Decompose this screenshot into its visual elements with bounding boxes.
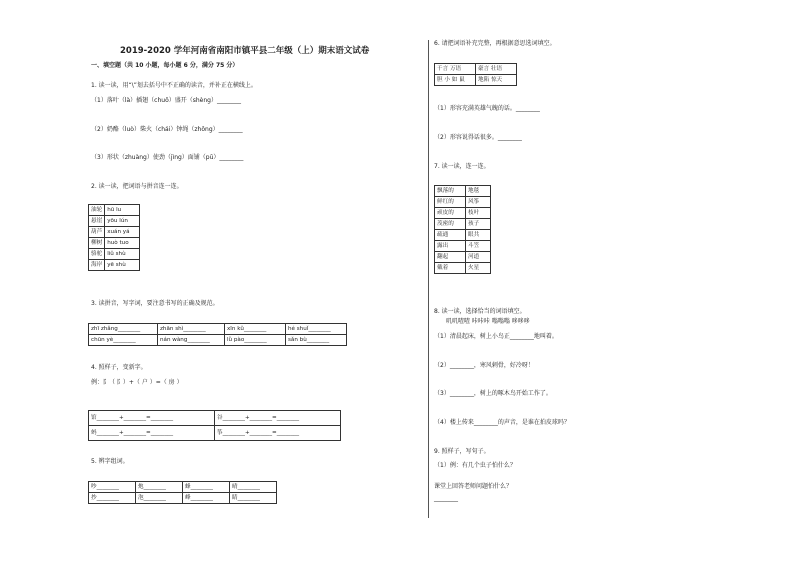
q8-line-4: （4）楼上传来________的声音，是谁在拍皮球吗？ (434, 419, 570, 426)
table-row (89, 493, 277, 504)
q6-line-2: （2）形容说得话很多。________ (434, 134, 522, 141)
pinyin-cell: hé shuǐ________ (286, 324, 347, 335)
pinyin-cell: xuán yá (105, 227, 140, 238)
char-cell: 炮________ (136, 482, 183, 493)
q1-stem: 1. 读一读，用“\”划去括号中不正确的读音，并补正在横线上。 (91, 82, 257, 89)
word-cell: 火星 (466, 263, 491, 274)
q4-stem: 4. 照样子，变新字。 (91, 364, 147, 371)
char-cell: 蜂________ (183, 482, 230, 493)
pinyin-cell: liǔ shù (105, 249, 140, 260)
char-cell: 晴________ (230, 482, 277, 493)
q1-line-1: （1）落叶（là）插翅（chuō）盛开（shèng）________ (91, 97, 241, 104)
pinyin-cell: sǎn bù________ (286, 335, 347, 346)
q2-stem: 2. 读一读，把词语与拼音连一连。 (91, 183, 183, 190)
word-cell: 地毯 (466, 186, 491, 197)
table-row (435, 263, 491, 274)
word-cell: 海岸 (89, 260, 105, 271)
pinyin-cell: nán wàng________ (158, 335, 225, 346)
char-cell: 睛________ (230, 493, 277, 504)
word-cell: 河道 (466, 252, 491, 263)
q9-line-1: （1）例：有几个虫子怕什么？ (434, 462, 516, 469)
word-cell: 戴着 (435, 263, 466, 274)
q8-line-3: （3）________，树上的啄木鸟开始工作了。 (434, 390, 552, 397)
char-cell: 吵________ (89, 482, 136, 493)
table-row (435, 186, 491, 197)
table-row (435, 208, 491, 219)
q6-line-1: （1）形容充满英雄气魄的话。________ (434, 105, 540, 112)
table-row (435, 64, 517, 75)
idiom-cell: 胆 小 如 鼠 (435, 75, 476, 86)
word-cell: 葫芦 (89, 227, 105, 238)
q7-table (434, 185, 491, 274)
q7-stem: 7. 读一读，连一连。 (434, 163, 490, 170)
q3-stem: 3. 读拼音，写字词，要注意书写的正确及规范。 (91, 300, 219, 307)
table-row (89, 249, 140, 260)
table-row (89, 482, 277, 493)
char-cell: 筝________+________=________ (215, 426, 341, 441)
pinyin-cell: yōu lún (105, 216, 140, 227)
table-row (435, 219, 491, 230)
table-row (89, 205, 140, 216)
table-row (89, 335, 347, 346)
table-row (89, 227, 140, 238)
table-row (89, 411, 341, 426)
q1-line-3: （3）形状（zhuàng）使劲（jìng）面铺（pū）________ (91, 154, 244, 161)
page-title: 2019-2020 学年河南省南阳市镇平县二年级（上）期末语文试卷 (120, 46, 370, 56)
q8-line-1: （1）清晨起床，树上小鸟正________地叫着。 (434, 333, 558, 340)
word-cell: 疏通 (435, 230, 466, 241)
table-row (435, 241, 491, 252)
char-cell: 馆________+________=________ (89, 411, 215, 426)
char-cell: 蚂________+________=________ (89, 426, 215, 441)
pinyin-cell: xīn kǔ________ (225, 324, 286, 335)
table-row (435, 75, 517, 86)
pinyin-cell: zhī zhǎng________ (89, 324, 158, 335)
table-row (435, 230, 491, 241)
table-row (435, 252, 491, 263)
q5-stem: 5. 辨字组词。 (91, 458, 129, 465)
word-cell: 翻起 (435, 252, 466, 263)
pinyin-cell: huò tuo (105, 238, 140, 249)
q8-line-2: （2）________，寒风刺骨，好冷呀！ (434, 362, 534, 369)
q8-options: 叽叽喳喳 咔咔咔 嗡嗡嗡 哆哆哆 (446, 318, 530, 325)
word-cell: 风筝 (466, 197, 491, 208)
q1-line-2: （2）奶酪（luò）柴火（chái）钟绳（zhōng）________ (91, 126, 243, 133)
word-cell: 飘落的 (435, 186, 466, 197)
table-row (89, 238, 140, 249)
q3-table (88, 323, 347, 346)
column-divider (428, 40, 429, 518)
char-cell: 抄________ (89, 493, 136, 504)
table-row (435, 197, 491, 208)
q5-table (88, 481, 277, 504)
pinyin-cell: chūn yè________ (89, 335, 158, 346)
q9-answer-line: ________ (434, 495, 458, 502)
idiom-cell: 千言 万语 (435, 64, 476, 75)
word-cell: 露出 (435, 241, 466, 252)
section-heading: 一、填空题（共 10 小题，每小题 6 分，满分 75 分） (91, 62, 239, 69)
pinyin-cell: zhān shì________ (158, 324, 225, 335)
word-cell: 骆驼 (89, 249, 105, 260)
word-cell: 柳树 (89, 238, 105, 249)
word-cell: 顽皮的 (435, 208, 466, 219)
table-row (89, 324, 347, 335)
word-cell: 茂密的 (435, 219, 466, 230)
pinyin-cell: yē shù (105, 260, 140, 271)
q6-table (434, 63, 517, 86)
word-cell: 眼共 (466, 230, 491, 241)
idiom-cell: 地陷 惊天 (476, 75, 517, 86)
word-cell: 孩子 (466, 219, 491, 230)
pinyin-cell: hū lu (105, 205, 140, 216)
q2-table (88, 204, 140, 271)
q6-stem: 6. 请把词语补充完整，再根据意思选词填空。 (434, 40, 556, 47)
char-cell: 谷________+________=________ (215, 411, 341, 426)
q4-example: 例：阝（ 阝）+（ 户 ）=（ 房 ） (91, 379, 183, 386)
word-cell: 枝叶 (466, 208, 491, 219)
table-row (89, 426, 341, 441)
pinyin-cell: lǜ pào________ (225, 335, 286, 346)
table-row (89, 216, 140, 227)
word-cell: 油轮 (89, 205, 105, 216)
q4-table (88, 410, 341, 441)
word-cell: 鲜红的 (435, 197, 466, 208)
table-row (89, 260, 140, 271)
word-cell: 悬崖 (89, 216, 105, 227)
char-cell: 泡________ (136, 493, 183, 504)
idiom-cell: 豪言 壮语 (476, 64, 517, 75)
q9-line-2: 课堂上回答老师问题怕什么？ (434, 483, 513, 490)
word-cell: 斗笠 (466, 241, 491, 252)
char-cell: 峰________ (183, 493, 230, 504)
q9-stem: 9. 照样子，写句子。 (434, 448, 490, 455)
q8-stem: 8. 读一读，选择恰当的词语填空。 (434, 308, 526, 315)
